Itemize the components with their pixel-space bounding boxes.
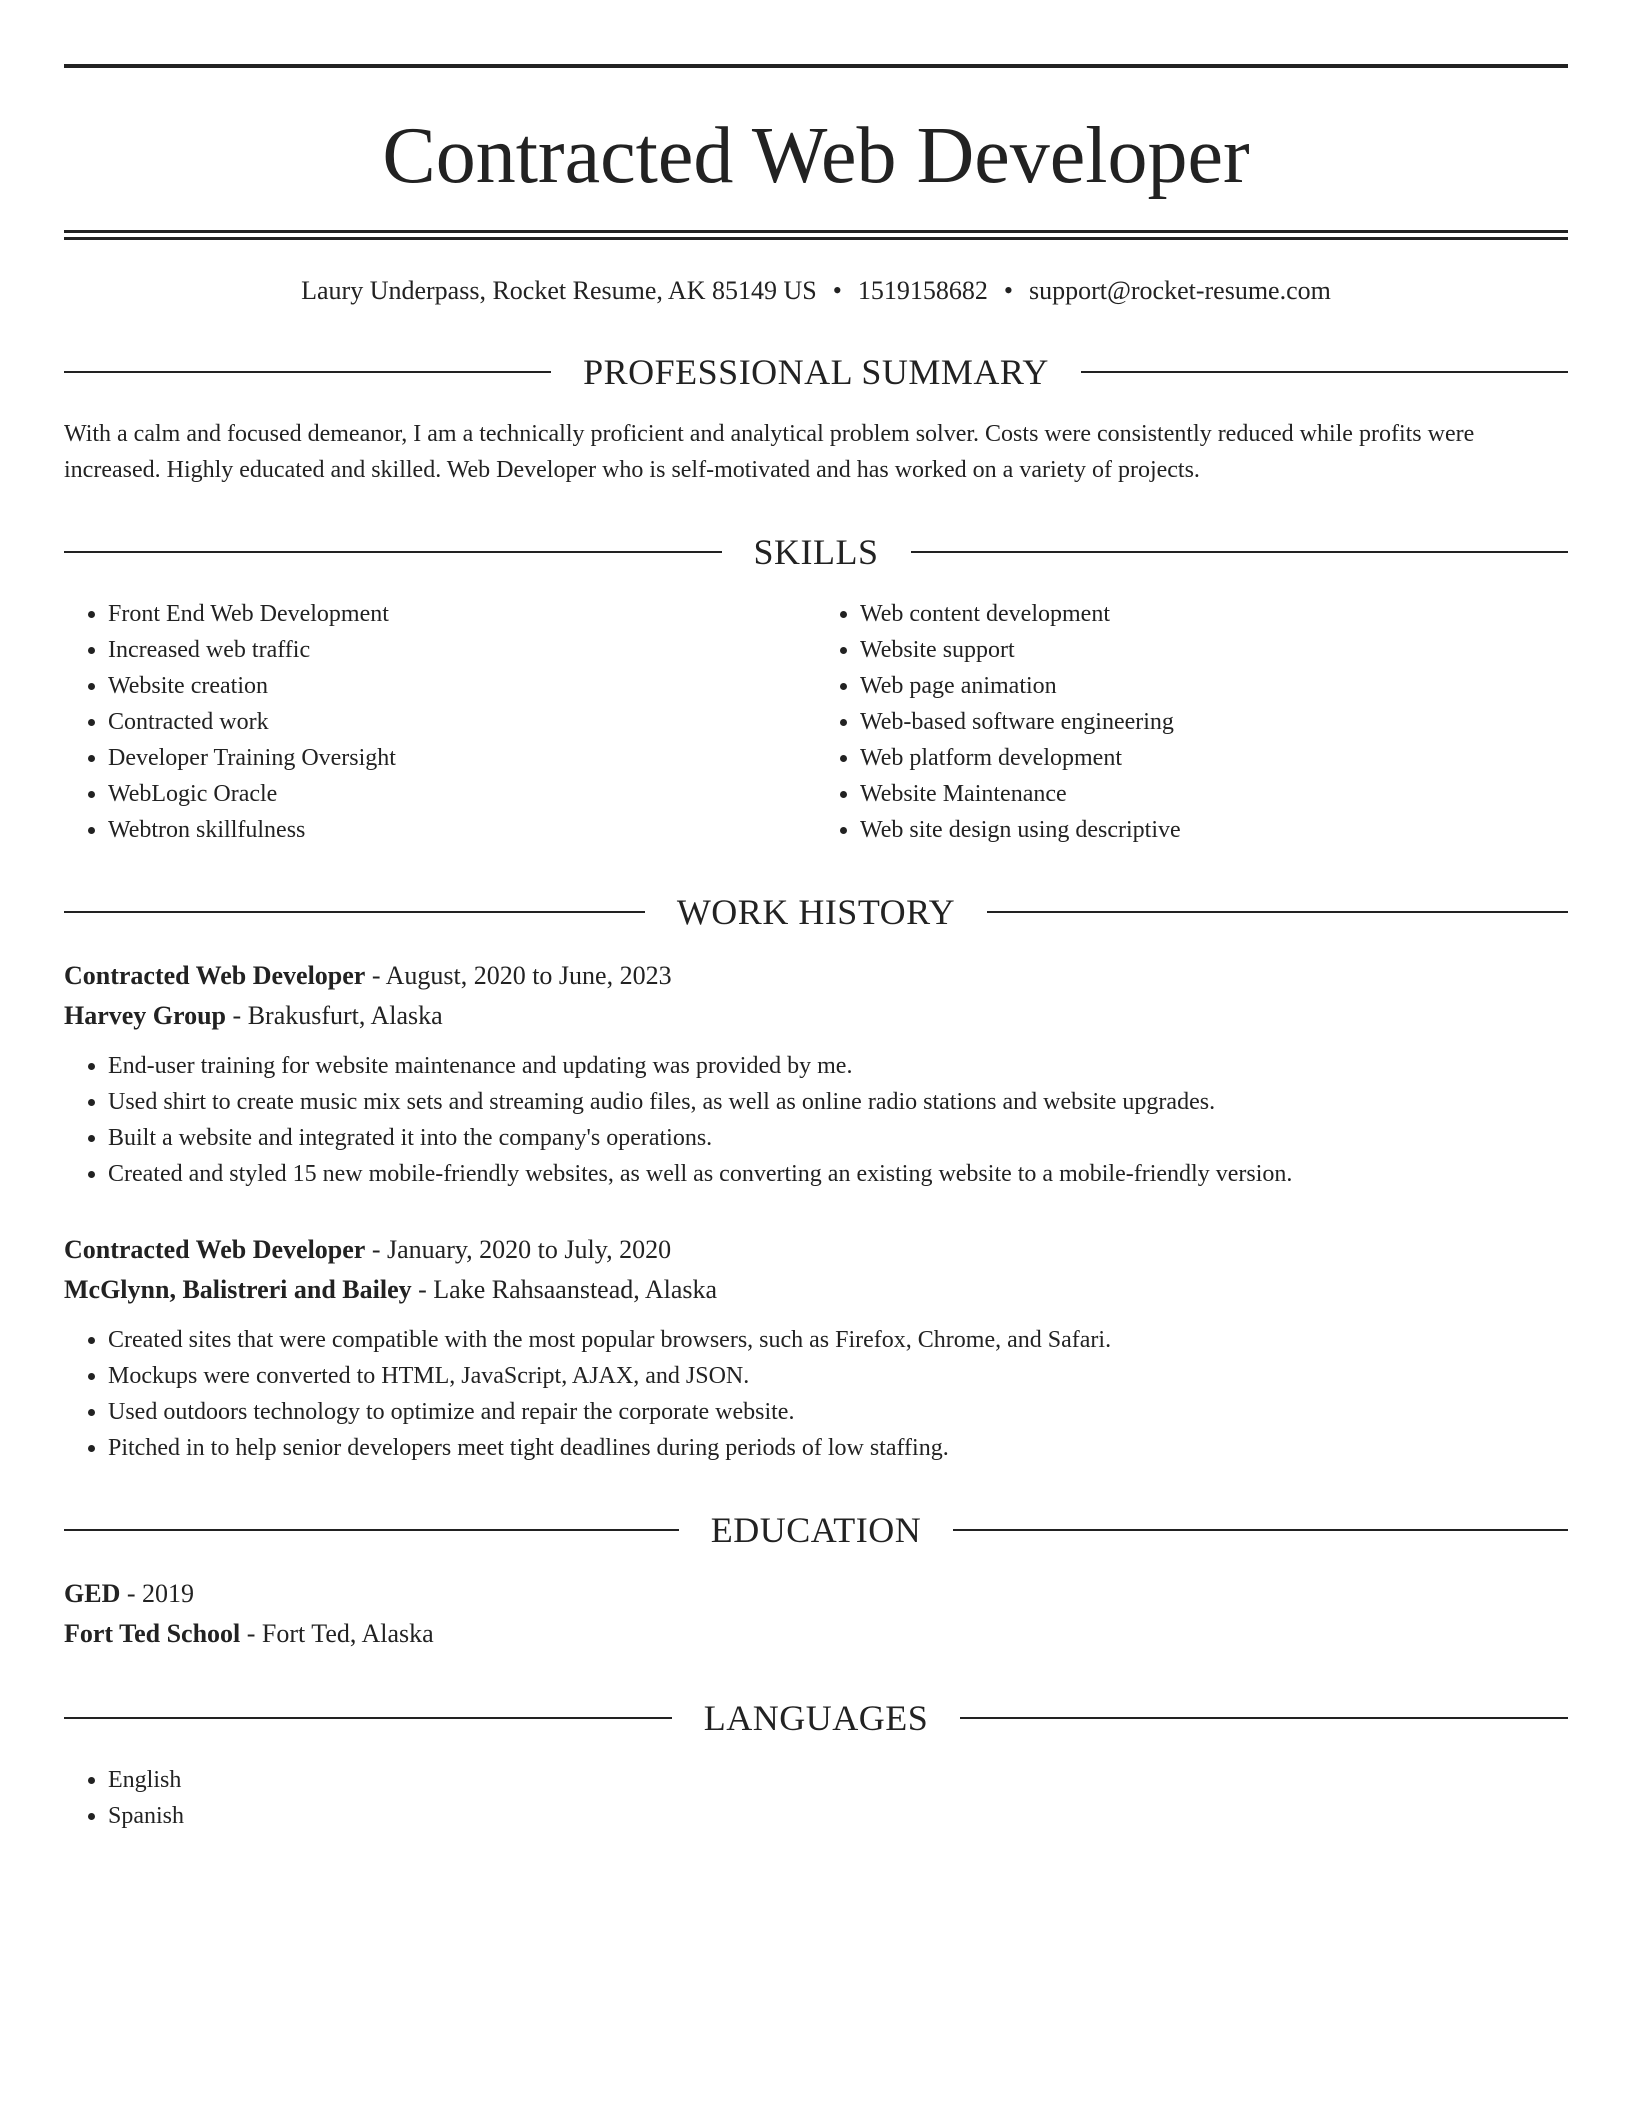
skill-item: • Web site design using descriptive [860,812,1568,848]
section-rule-left [64,371,551,373]
section-rule-left [64,911,645,913]
section-title-summary: PROFESSIONAL SUMMARY [583,352,1049,392]
contact-separator: • [832,276,842,305]
skill-item: • Website creation [108,668,816,704]
title-double-rule [64,230,1568,240]
job-bullet: • Created and styled 15 new mobile-friendly websites, as well as converting an existing website to a mobile-friendly version. [108,1156,1568,1192]
contact-line [64,274,1568,308]
section-rule-left [64,551,722,553]
job-entry [64,956,1568,1192]
job-title-line [64,956,1568,996]
job-bullet: • Created sites that were compatible with the most popular browsers, such as Firefox, Chrome, and Safari. [108,1322,1568,1358]
job-title: Contracted Web Developer [64,1235,366,1264]
education-year: - 2019 [120,1579,195,1608]
education-degree: GED [64,1579,121,1608]
section-header-summary [64,350,1568,394]
skill-item: • Developer Training Oversight [108,740,816,776]
education-degree-line [64,1574,1568,1614]
section-rule-right [911,551,1569,553]
section-title-education: EDUCATION [710,1510,922,1550]
job-dates: - August, 2020 to June, 2023 [365,961,672,990]
job-company-line [64,1270,1568,1310]
skills-column-right [816,596,1568,848]
job-bullet: • Pitched in to help senior developers meet tight deadlines during periods of low staffing. [108,1430,1568,1466]
section-header-skills [64,530,1568,574]
job-location: - Lake Rahsaanstead, Alaska [411,1275,718,1304]
section-header-education [64,1508,1568,1552]
job-location: - Brakusfurt, Alaska [226,1001,443,1030]
skill-item: • Contracted work [108,704,816,740]
job-dates: - January, 2020 to July, 2020 [365,1235,672,1264]
job-company: McGlynn, Balistreri and Bailey [64,1275,412,1304]
contact-phone: 1519158682 [857,276,988,305]
skill-item: • Web platform development [860,740,1568,776]
job-company-line [64,996,1568,1036]
section-title-skills: SKILLS [753,532,879,572]
job-title-line [64,1230,1568,1270]
skills-list [64,596,1568,848]
skill-item: • Website support [860,632,1568,668]
skill-item: • Web-based software engineering [860,704,1568,740]
job-company: Harvey Group [64,1001,227,1030]
job-bullets [64,1322,1568,1466]
section-rule-left [64,1717,672,1719]
contact-email: support@rocket-resume.com [1028,276,1331,305]
education-school: Fort Ted School [64,1619,241,1648]
section-header-languages [64,1696,1568,1740]
skill-item: • Webtron skillfulness [108,812,816,848]
job-bullet: • Built a website and integrated it into the company's operations. [108,1120,1568,1156]
section-rule-right [1081,371,1568,373]
skill-item: • Website Maintenance [860,776,1568,812]
job-bullet: • End-user training for website maintenance and updating was provided by me. [108,1048,1568,1084]
language-item: • English [108,1762,1568,1798]
skills-column-left [64,596,816,848]
job-bullets [64,1048,1568,1192]
skill-item: • Front End Web Development [108,596,816,632]
section-title-languages: LANGUAGES [703,1698,929,1738]
job-bullet: • Used shirt to create music mix sets and streaming audio files, as well as online radio stations and website upgrades. [108,1084,1568,1120]
job-entry [64,1230,1568,1466]
section-rule-right [987,911,1568,913]
education-location: - Fort Ted, Alaska [240,1619,434,1648]
education-school-line [64,1614,1568,1654]
contact-separator: • [1003,276,1013,305]
job-bullet: • Mockups were converted to HTML, JavaScript, AJAX, and JSON. [108,1358,1568,1394]
job-title: Contracted Web Developer [64,961,366,990]
skill-item: • Web content development [860,596,1568,632]
skill-item: • Web page animation [860,668,1568,704]
section-title-work: WORK HISTORY [676,892,956,932]
education-entry [64,1574,1568,1654]
section-rule-left [64,1529,679,1531]
job-bullet: • Used outdoors technology to optimize and repair the corporate website. [108,1394,1568,1430]
languages-list [64,1762,1568,1834]
section-header-work [64,890,1568,934]
language-item: • Spanish [108,1798,1568,1834]
skill-item: • WebLogic Oracle [108,776,816,812]
contact-address: Laury Underpass, Rocket Resume, AK 85149 US [301,276,817,305]
section-rule-right [953,1529,1568,1531]
section-rule-right [960,1717,1568,1719]
resume-title: Contracted Web Developer [382,112,1250,200]
skill-item: • Increased web traffic [108,632,816,668]
summary-text: With a calm and focused demeanor, I am a technically proficient and analytical problem solver. Costs were consistently reduced while profits were increased. Highly educated and skilled. Web Developer who is self-motivated and has worked on a variety of projects. [64,421,1475,483]
